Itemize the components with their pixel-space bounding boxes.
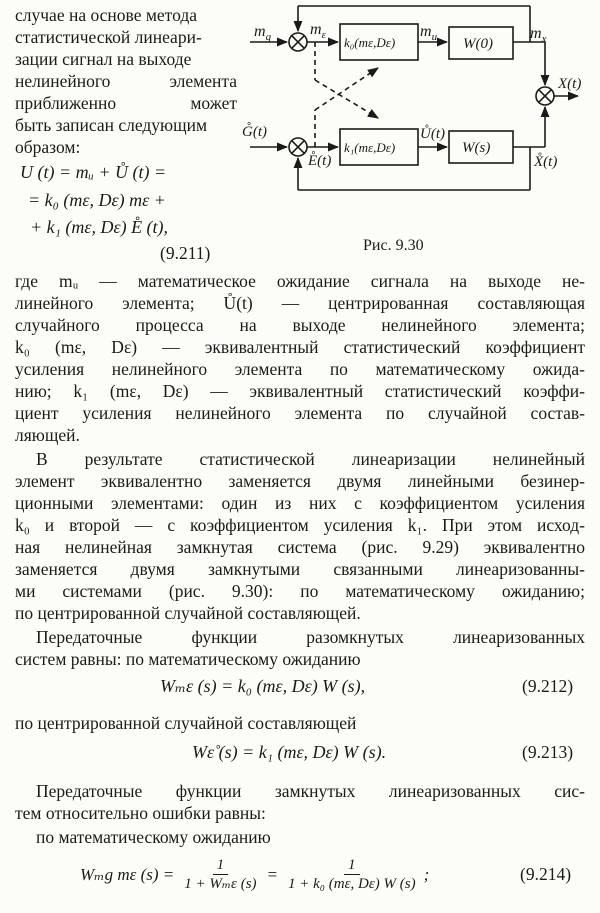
block-k0-label: k₀(mε,Dε) xyxy=(344,35,396,50)
text-line: линейного элемента; Ů(t) — центрированная составляющая xyxy=(15,293,585,313)
text-line: по математическому ожиданию xyxy=(36,827,271,847)
label-ut: Ů(t) xyxy=(420,126,445,142)
intro-line: быть записан следующим xyxy=(15,115,208,135)
denominator: 1 + k₀ (mε, Dε) W (s) xyxy=(288,876,416,892)
text-line: нию; k₁ (mε, Dε) — эквивалентный статистический коэффи- xyxy=(15,381,585,401)
text-line: случайного процесса на выходе нелинейного элемента; xyxy=(15,315,585,335)
equation-number: (9.213) xyxy=(522,742,574,762)
text-line: В результате статистической линеаризации нелинейный xyxy=(36,449,585,469)
text-line: тем относительно ошибки равны: xyxy=(15,803,266,823)
intro-line: статистической линеари- xyxy=(15,27,202,47)
text-line: заменяется двумя замкнутыми связанными линеаризованны- xyxy=(15,559,585,579)
text-line: по центрированной случайной составляющей. xyxy=(15,603,361,623)
text-line: ляющей. xyxy=(15,425,80,445)
eq-lhs: Wₘg mε (s) = xyxy=(80,864,175,884)
label-et: E̊(t) xyxy=(308,153,332,169)
label-mg: $m_g$ xyxy=(254,23,272,43)
text-line: усиления нелинейного элемента по математическому ожида- xyxy=(15,359,585,379)
label-gt: G̊(t) xyxy=(242,124,267,140)
intro-line: случае на основе метода xyxy=(15,5,198,25)
text-line: ная нелинейная замкнутая система (рис. 9.29) эквивалентно xyxy=(15,537,585,557)
figure-caption: Рис. 9.30 xyxy=(363,237,424,254)
intro-line: зации сигнал на выходе xyxy=(15,49,192,69)
text-line: ми системами (рис. 9.30): по математическому ожиданию; xyxy=(15,581,585,601)
equation-number: (9.214) xyxy=(520,864,572,884)
block-k1-label: k₁(mε,Dε) xyxy=(344,140,396,155)
text-line: k₀ (mε, Dε) — эквивалентный статистический коэффициент xyxy=(15,337,585,357)
block-w0-label: W(0) xyxy=(463,36,493,52)
formula-line: = k₀ (mε, Dε) mε + xyxy=(28,190,166,210)
text-line: циент усиления нелинейного элемента по случайной состав- xyxy=(15,403,585,423)
label-mu: $m_u$ xyxy=(420,23,438,43)
label-mx: $m_x$ xyxy=(530,25,547,45)
label-xt: X(t) xyxy=(558,76,582,92)
label-me: $m_\varepsilon$ xyxy=(310,21,326,41)
equation-number: (9.212) xyxy=(522,676,574,696)
text-line: Передаточные функции разомкнутых линеаризованных xyxy=(36,627,585,647)
equation-9-212: Wₘε (s) = k₀ (mε, Dε) W (s), xyxy=(160,676,366,696)
label-xct: X̊(t) xyxy=(534,154,558,170)
block-ws-label: W(s) xyxy=(462,140,491,156)
text-line: Передаточные функции замкнутых линеаризованных сис- xyxy=(36,781,585,801)
intro-line: нелинейного элемента xyxy=(15,71,237,91)
equation-9-213: Wε̊ (s) = k₁ (mε, Dε) W (s). xyxy=(192,742,387,762)
numerator: 1 xyxy=(344,856,360,875)
equation-number: (9.211) xyxy=(160,243,211,263)
text-line: ционными элементами: один из них с коэффициентом усиления xyxy=(15,493,585,513)
text-line: элемент эквивалентно заменяется двумя линейными безинер- xyxy=(15,471,585,491)
numerator: 1 xyxy=(213,856,229,875)
fraction-2 xyxy=(284,856,420,893)
formula-line: U (t) = mᵤ + Ů (t) = xyxy=(20,162,167,182)
text-line: где mᵤ — математическое ожидание сигнала на выходе не- xyxy=(15,271,585,291)
fraction-1 xyxy=(180,856,260,893)
intro-line: образом: xyxy=(15,137,81,157)
intro-line: приближенно может xyxy=(15,93,237,113)
text-line: систем равны: по математическому ожиданию xyxy=(15,649,361,669)
equation-9-214 xyxy=(80,856,429,893)
text-line: k₀ и второй — с коэффициентом усиления k₁. При этом исход- xyxy=(15,515,585,535)
block-diagram xyxy=(240,0,585,265)
denominator: 1 + Wₘε (s) xyxy=(184,876,257,892)
formula-line: + k₁ (mε, Dε) E̊ (t), xyxy=(30,217,169,237)
eq-tail: ; xyxy=(423,864,430,884)
text-line: по центрированной случайной составляющей xyxy=(15,713,357,733)
eq-sign: = xyxy=(266,864,279,884)
